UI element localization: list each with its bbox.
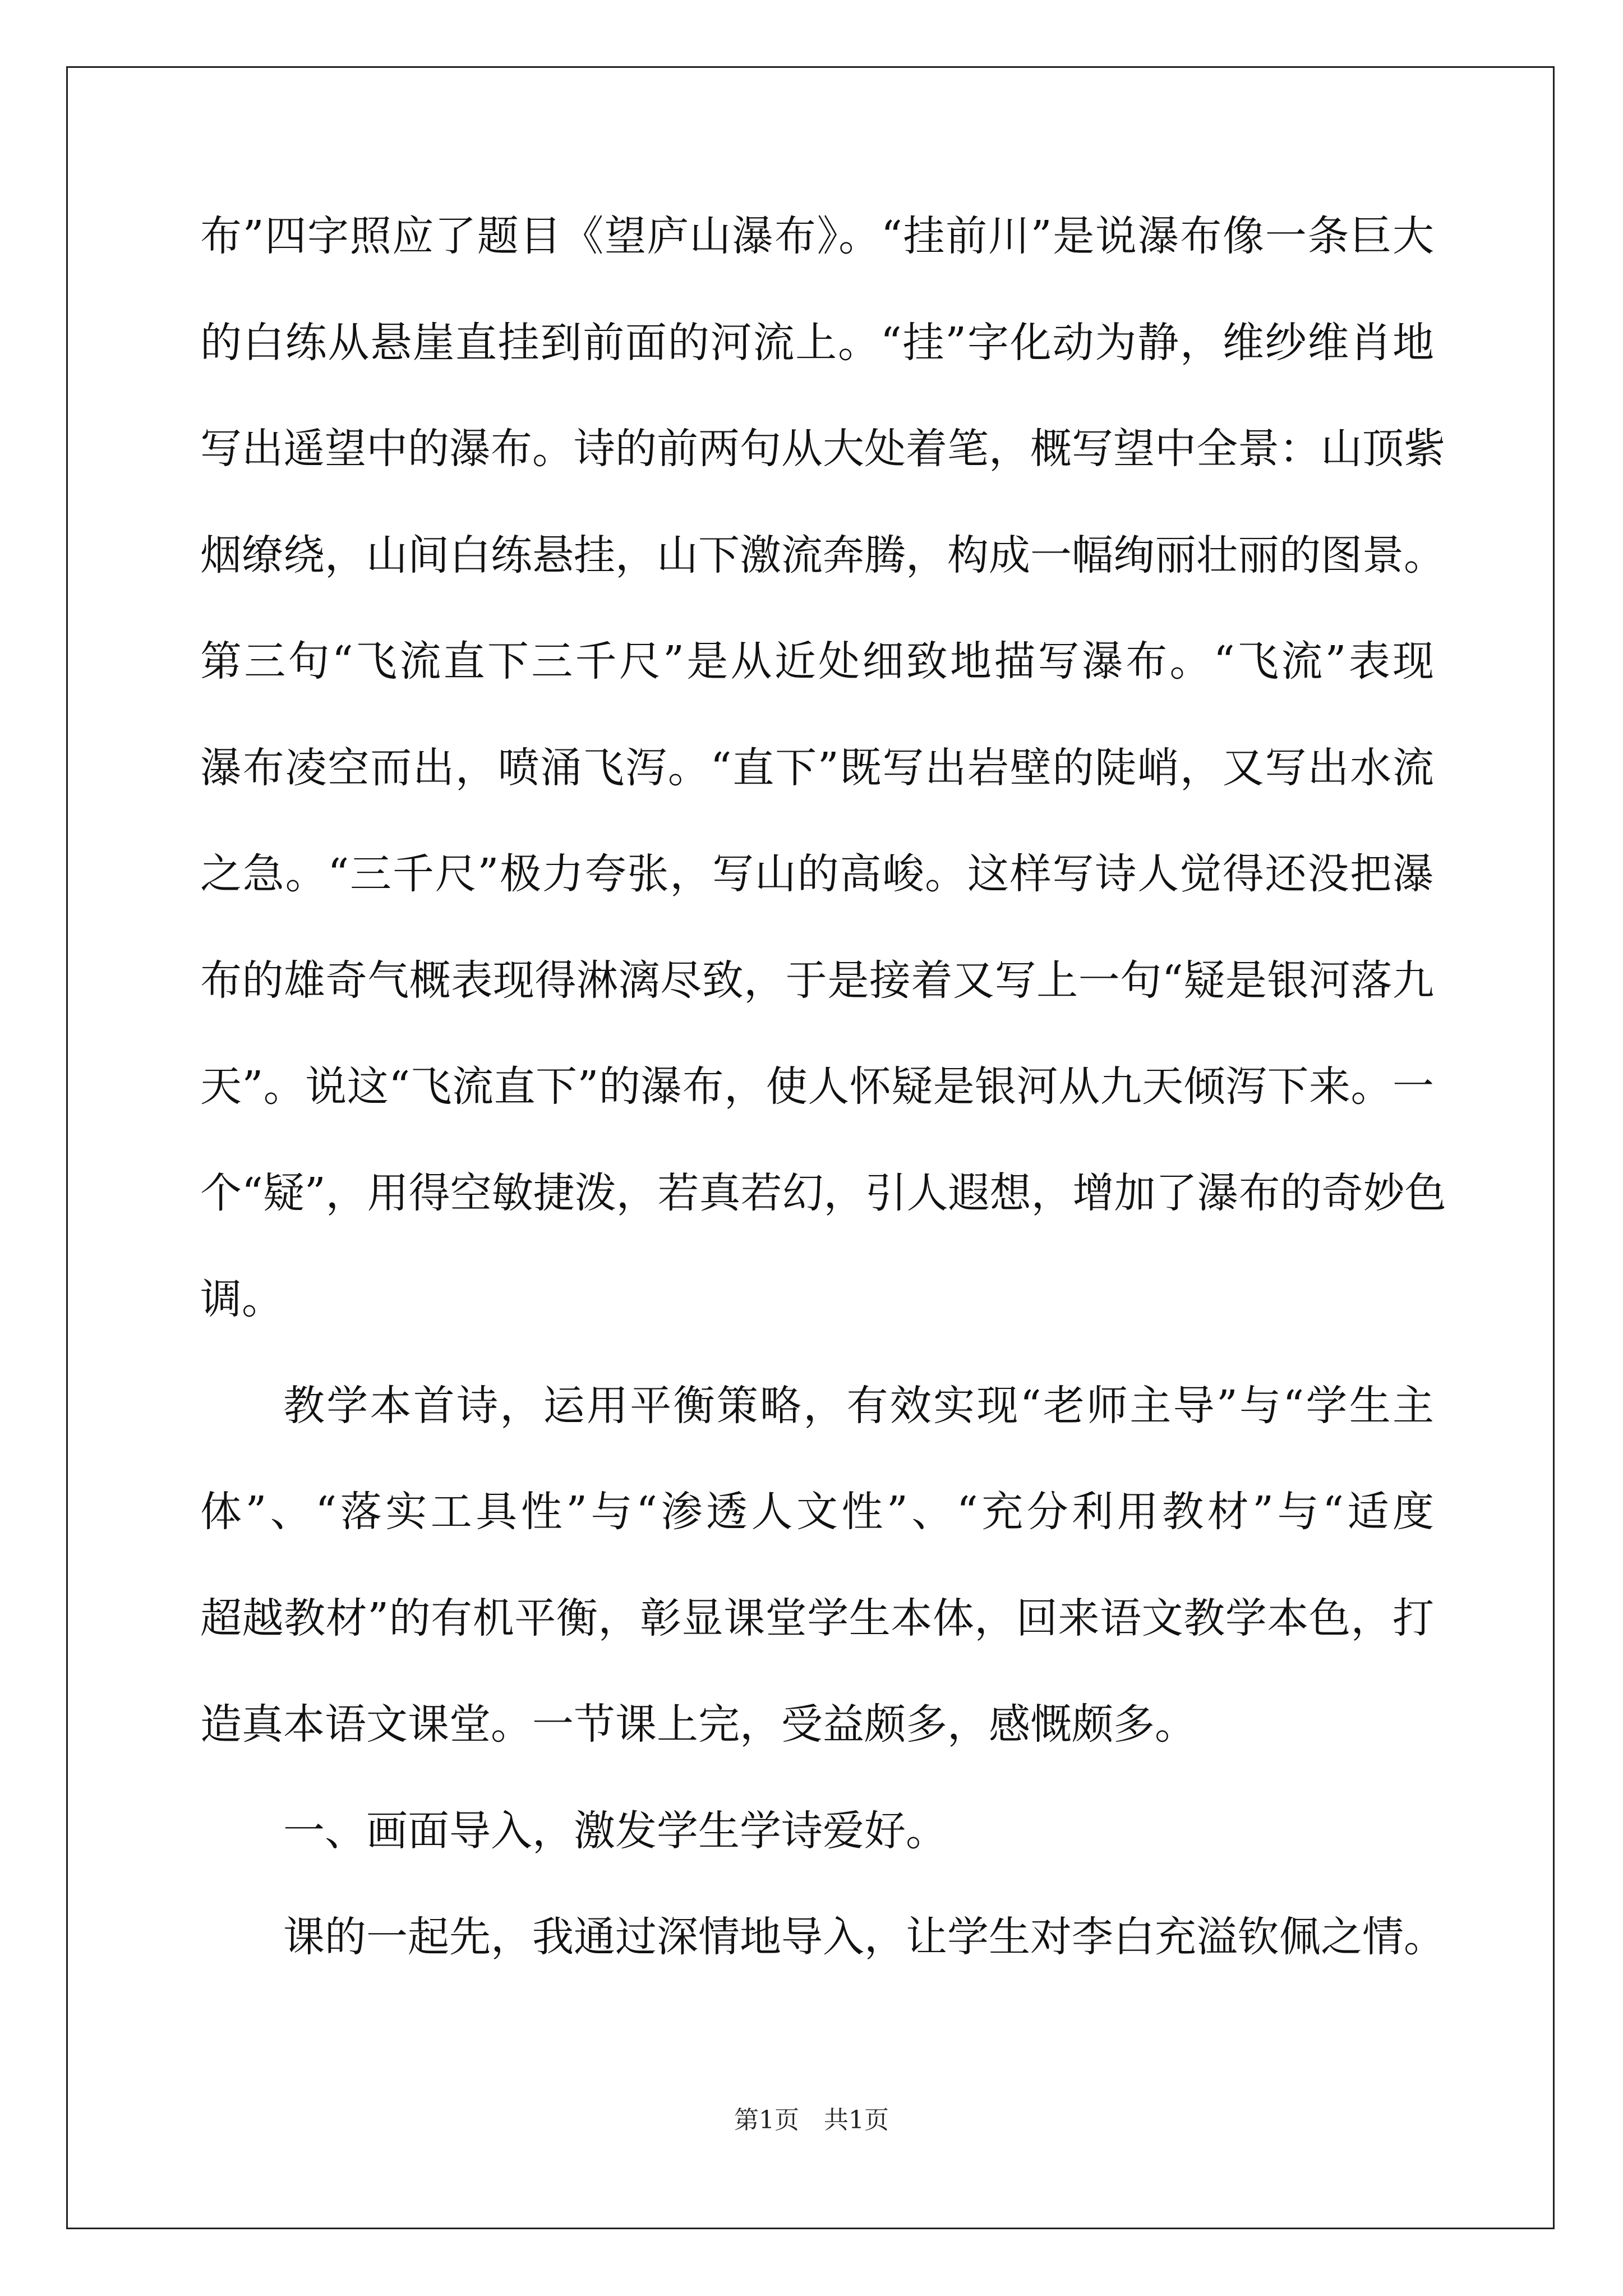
text-line: 瀑布凌空而出，喷涌飞泻。“直下”既写出岩壁的陡峭，又写出水流 — [200, 743, 1434, 792]
text-line: 之急。“三千尺”极力夸张，写山的高峻。这样写诗人觉得还没把瀑 — [200, 850, 1434, 898]
text-line: 写出遥望中的瀑布。诗的前两句从大处着笔，概写望中全景：山顶紫 — [200, 425, 1445, 473]
text-line: 第三句“飞流直下三千尺”是从近处细致地描写瀑布。“飞流”表现 — [200, 637, 1434, 685]
page-footer: 第1页 共1页 — [734, 2106, 889, 2134]
text-line: 个“疑”，用得空敏捷泼，若真若幻，引人遐想，增加了瀑布的奇妙色 — [200, 1168, 1446, 1217]
text-line: 烟缭绕，山间白练悬挂，山下激流奔腾，构成一幅绚丽壮丽的图景。 — [200, 531, 1445, 579]
document-body — [200, 209, 1446, 2016]
text-line: 调。 — [200, 1275, 283, 1323]
text-line: 体”、“落实工具性”与“渗透人文性”、“充分利用教材”与“适度 — [200, 1488, 1434, 1536]
text-line: 的白练从悬崖直挂到前面的河流上。“挂”字化动为静，维纱维肖地 — [200, 318, 1434, 367]
paragraph-first-line: 课的一起先，我通过深情地导入，让学生对李白充溢钦佩之情。 — [283, 1913, 1445, 1961]
text-line: 超越教材”的有机平衡，彰显课堂学生本体，回来语文教学本色，打 — [200, 1594, 1434, 1642]
text-line: 造真本语文课堂。一节课上完，受益颇多，感慨颇多。 — [200, 1700, 1196, 1749]
text-line: 布的雄奇气概表现得淋漓尽致，于是接着又写上一句“疑是银河落九 — [200, 956, 1434, 1005]
section-heading: 一、画面导入，激发学生学诗爱好。 — [283, 1806, 947, 1855]
text-line: 天”。说这“飞流直下”的瀑布，使人怀疑是银河从九天倾泻下来。一 — [200, 1062, 1434, 1111]
paragraph-first-line: 教学本首诗，运用平衡策略，有效实现“老师主导”与“学生主 — [283, 1381, 1434, 1430]
text-line: 布”四字照应了题目《望庐山瀑布》。“挂前川”是说瀑布像一条巨大 — [200, 212, 1434, 260]
